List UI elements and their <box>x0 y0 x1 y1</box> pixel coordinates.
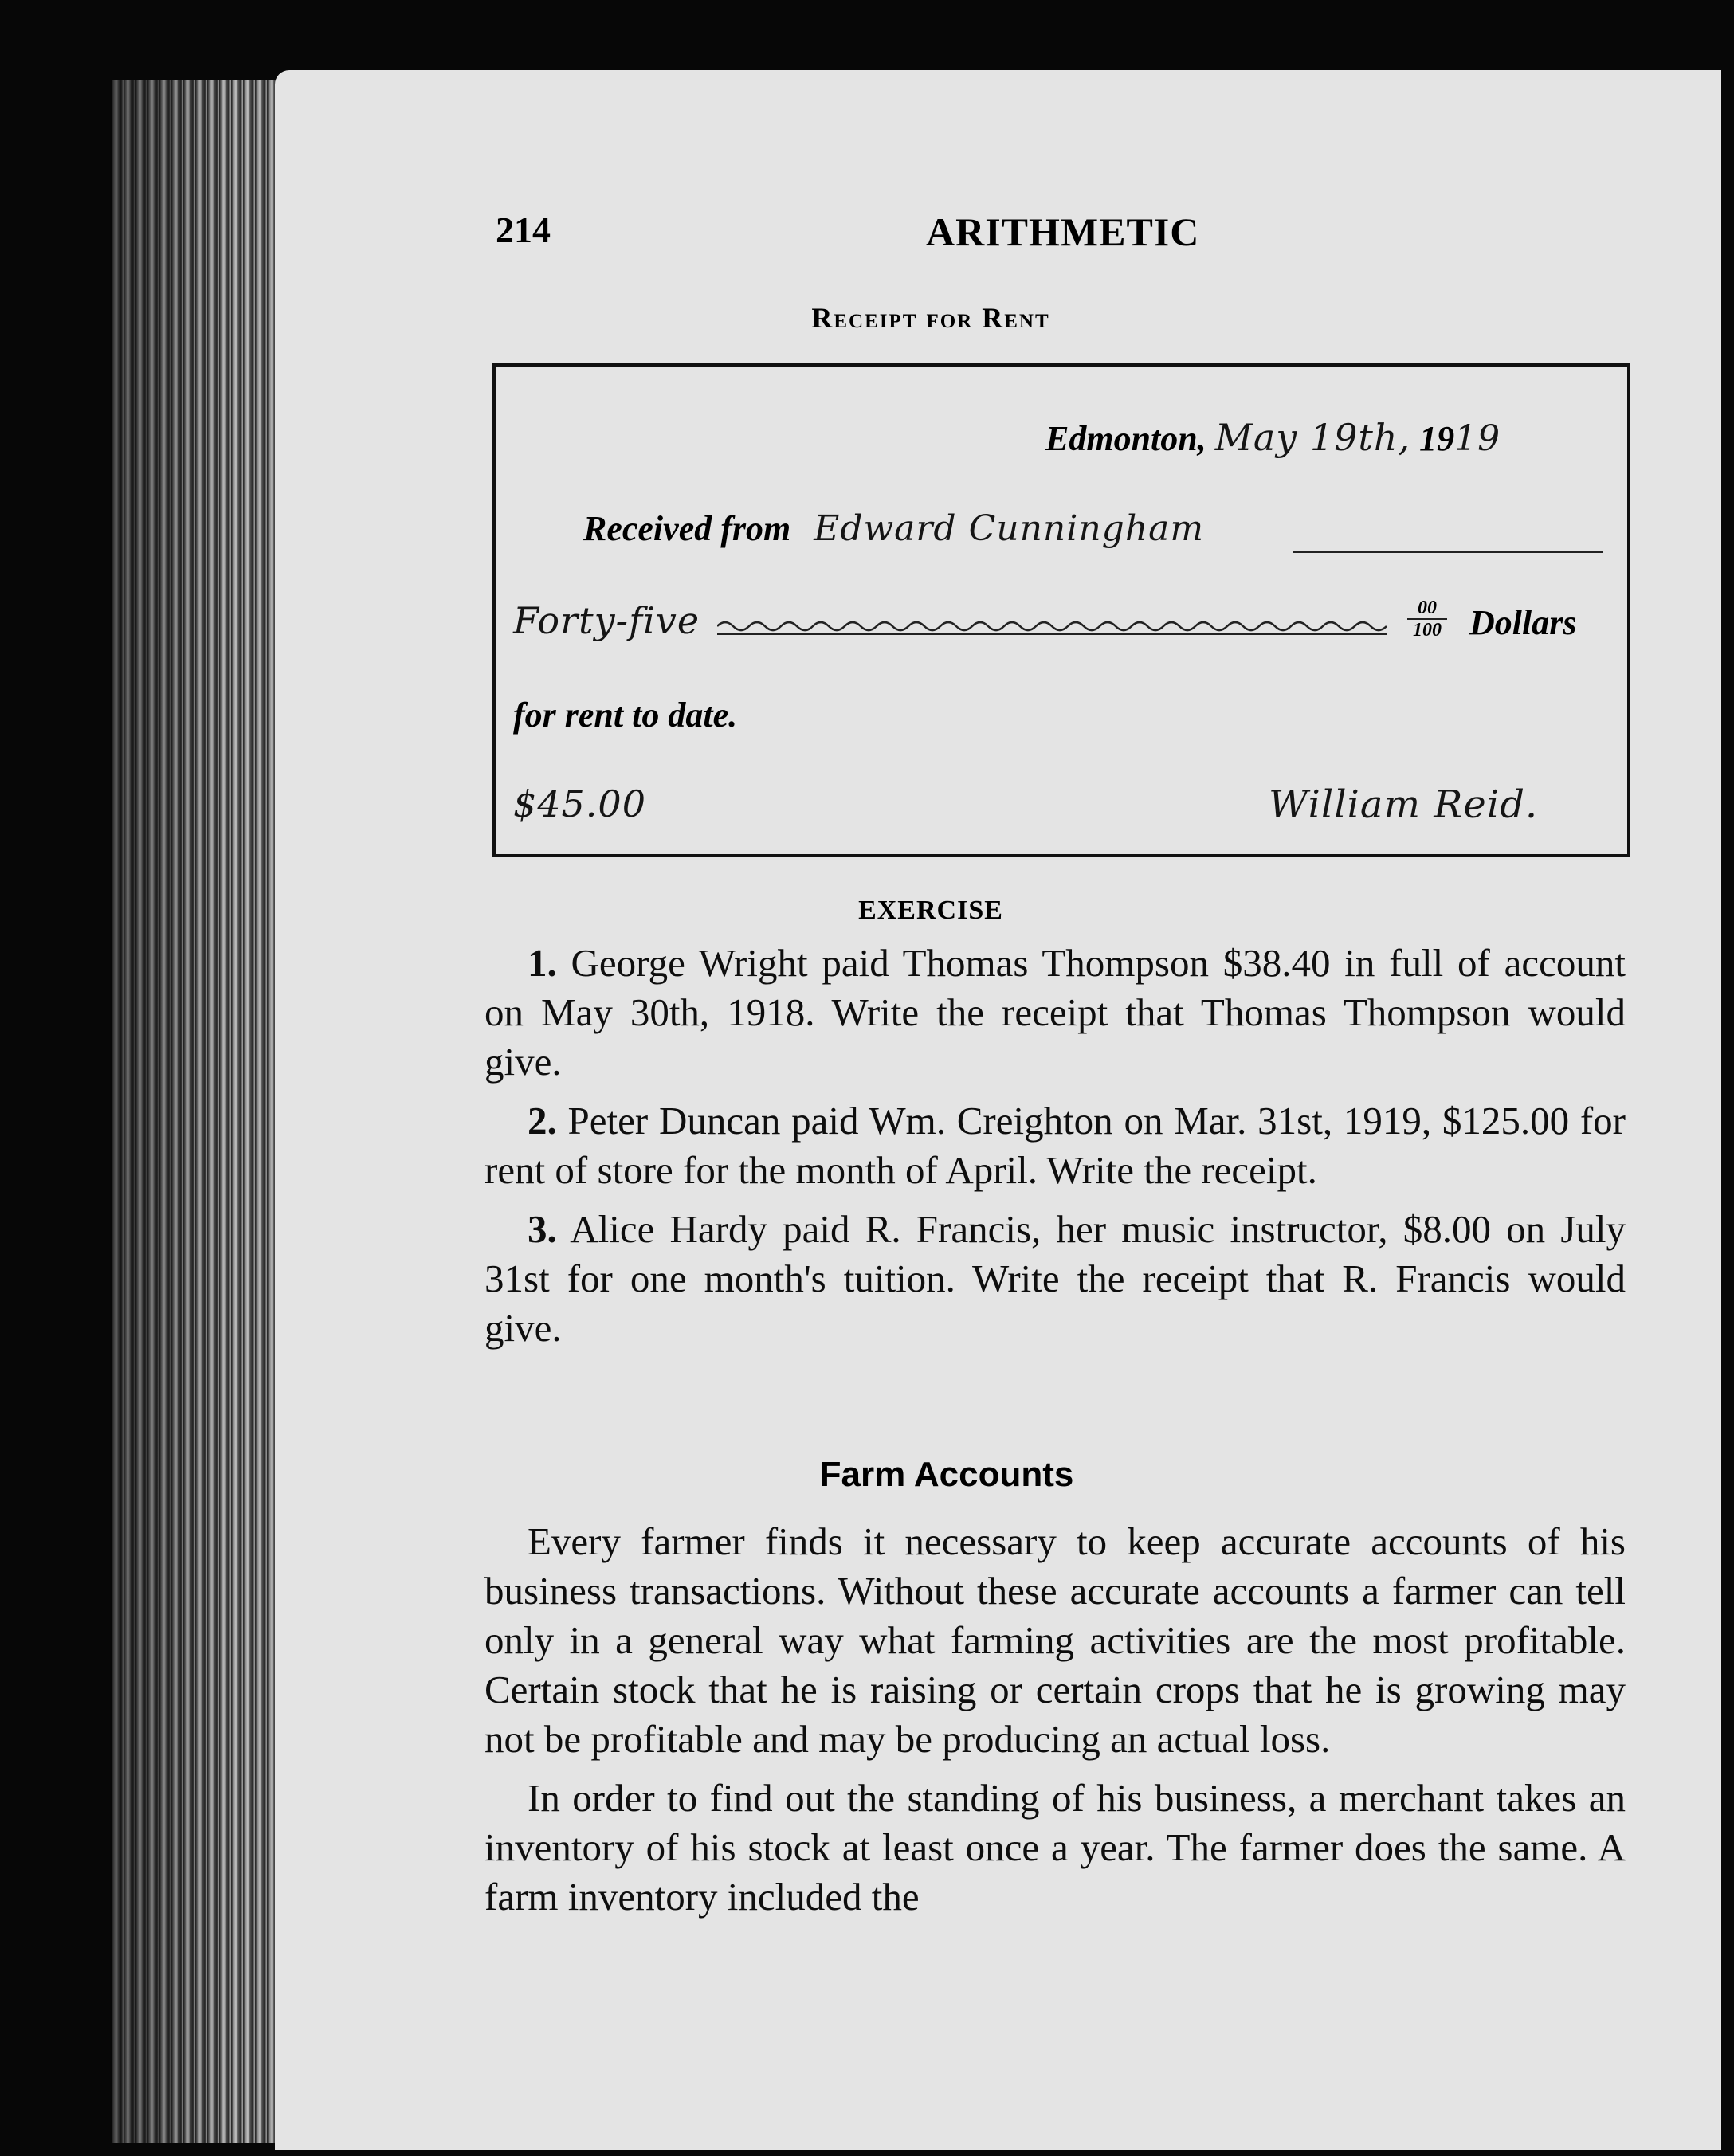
body-paragraph: Every farmer finds it necessary to keep accurate accounts of his business transactions. Without these accurate accounts a farmer can tell only in a general way what farming activities are the most profitable. Certain stock that he is raising or certain crops that he is growing may not be profitable and may be producing an actual loss. <box>484 1519 1626 1761</box>
exercise-heading: EXERCISE <box>858 896 1003 925</box>
section-title-farm-accounts: Farm Accounts <box>819 1455 1074 1494</box>
exercise-number: 3. <box>528 1207 557 1251</box>
exercise-text: Alice Hardy paid R. Francis, her music instructor, $8.00 on July 31st for one month's tuition. Write the receipt that R. Francis would give. <box>484 1207 1626 1350</box>
dollars-label: Dollars <box>1469 603 1577 642</box>
exercise-number: 1. <box>528 941 557 985</box>
exercise-number: 2. <box>528 1099 557 1143</box>
amount-figure: $45.00 <box>513 782 646 825</box>
cents-fraction <box>1407 598 1447 641</box>
received-from-line <box>583 508 1204 549</box>
cents-numerator: 00 <box>1418 598 1437 618</box>
cents-denominator: 100 <box>1407 618 1447 641</box>
exercise-item <box>484 1096 1626 1195</box>
body-paragraph: In order to find out the standing of his business, a merchant takes an inventory of his stock at least once a year. The farmer does the same. A farm inventory included the <box>484 1776 1626 1919</box>
receipt-date: May 19th, <box>1214 416 1411 459</box>
farm-accounts-body <box>484 1517 1626 1931</box>
exercise-list <box>484 939 1626 1362</box>
exercise-text: Peter Duncan paid Wm. Creighton on Mar. 31st, 1919, $125.00 for rent of store for the month of April. Write the receipt. <box>484 1099 1626 1192</box>
receipt-year-printed: 19 <box>1419 419 1455 458</box>
amount-words: Forty-five <box>513 599 700 642</box>
exercise-item <box>484 939 1626 1087</box>
exercise-item <box>484 1205 1626 1353</box>
received-from-label: Received from <box>583 509 791 548</box>
page-edge-shadow <box>112 80 295 2143</box>
receipt-date-line <box>1046 416 1501 459</box>
receipt-year-handwritten: 19 <box>1454 418 1501 459</box>
payer-name: Edward Cunningham <box>814 508 1205 549</box>
payer-fill-rule <box>1293 551 1603 553</box>
receipt-place: Edmonton, <box>1046 419 1206 458</box>
page-number: 214 <box>496 210 551 250</box>
running-header <box>496 209 1229 260</box>
exercise-text: George Wright paid Thomas Thompson $38.40 in full of account on May 30th, 1918. Write the receipt that Thomas Thompson would give. <box>484 941 1626 1084</box>
signature: William Reid. <box>1269 782 1539 827</box>
amount-wavy-line <box>717 610 1387 642</box>
rent-receipt <box>492 363 1630 857</box>
receipt-purpose: for rent to date. <box>513 696 738 735</box>
receipt-heading: Receipt for Rent <box>811 302 1050 334</box>
running-title: ARITHMETIC <box>926 210 1200 254</box>
